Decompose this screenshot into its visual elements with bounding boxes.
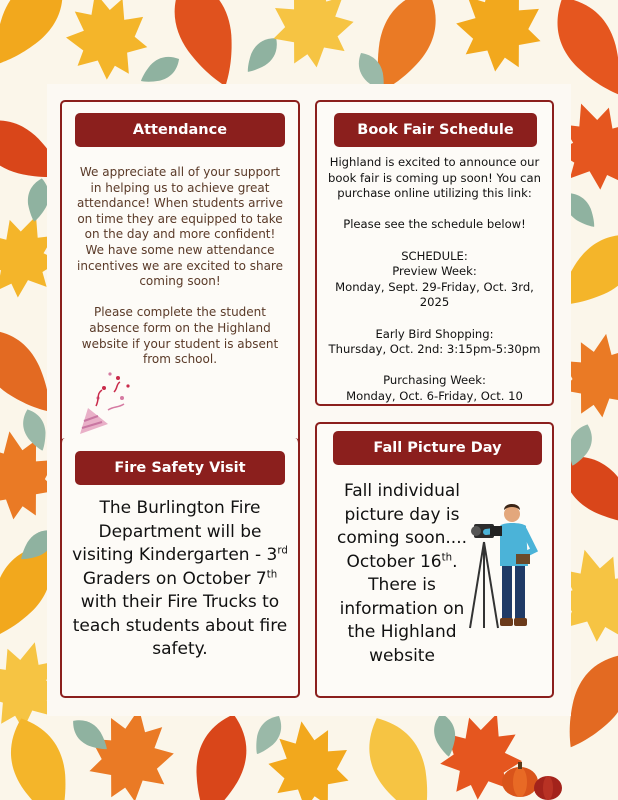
attendance-body	[76, 165, 284, 368]
photographer-illustration	[462, 500, 542, 632]
picture-day-body: Fall individual picture day is coming soon.... October 16th. There is information on the Highland website	[336, 481, 468, 666]
attendance-header: Attendance	[75, 113, 285, 147]
party-popper-icon	[74, 368, 136, 438]
fire-safety-header: Fire Safety Visit	[75, 451, 285, 485]
book-fair-intro: Highland is excited to announce our book fair is coming up soon! You can purchase online utilizing this link:	[328, 155, 541, 201]
attendance-paragraph-1: We appreciate all of your support in helping us to achieve great attendance! When students arrive on time they are equipped to take on the day and more confident! We have some new attendance incentives we are excited to share coming soon!	[77, 165, 283, 289]
attendance-paragraph-2: Please complete the student absence form on the Highland website if your student is absent from school.	[81, 305, 279, 367]
picture-day-header: Fall Picture Day	[333, 431, 542, 465]
book-fair-body: Highland is excited to announce our book fair is coming up soon! You can purchase online utilizing this link: Please see the schedule below! SCHEDULE: Preview Week: Monday, Sept. 29-Friday, Oct. 3rd, 2025 Early Bird Shopping: Thursday, Oct. 2nd: 3:15pm-5:30pm Purchasing Week: Monday, Oct. 6-Friday, Oct. 10	[319, 155, 550, 405]
fire-safety-body: The Burlington Fire Department will be visiting Kindergarten - 3rd Graders on October 7th with their Fire Trucks to teach students about fire safety.	[72, 498, 288, 659]
book-fair-header: Book Fair Schedule	[334, 113, 537, 147]
